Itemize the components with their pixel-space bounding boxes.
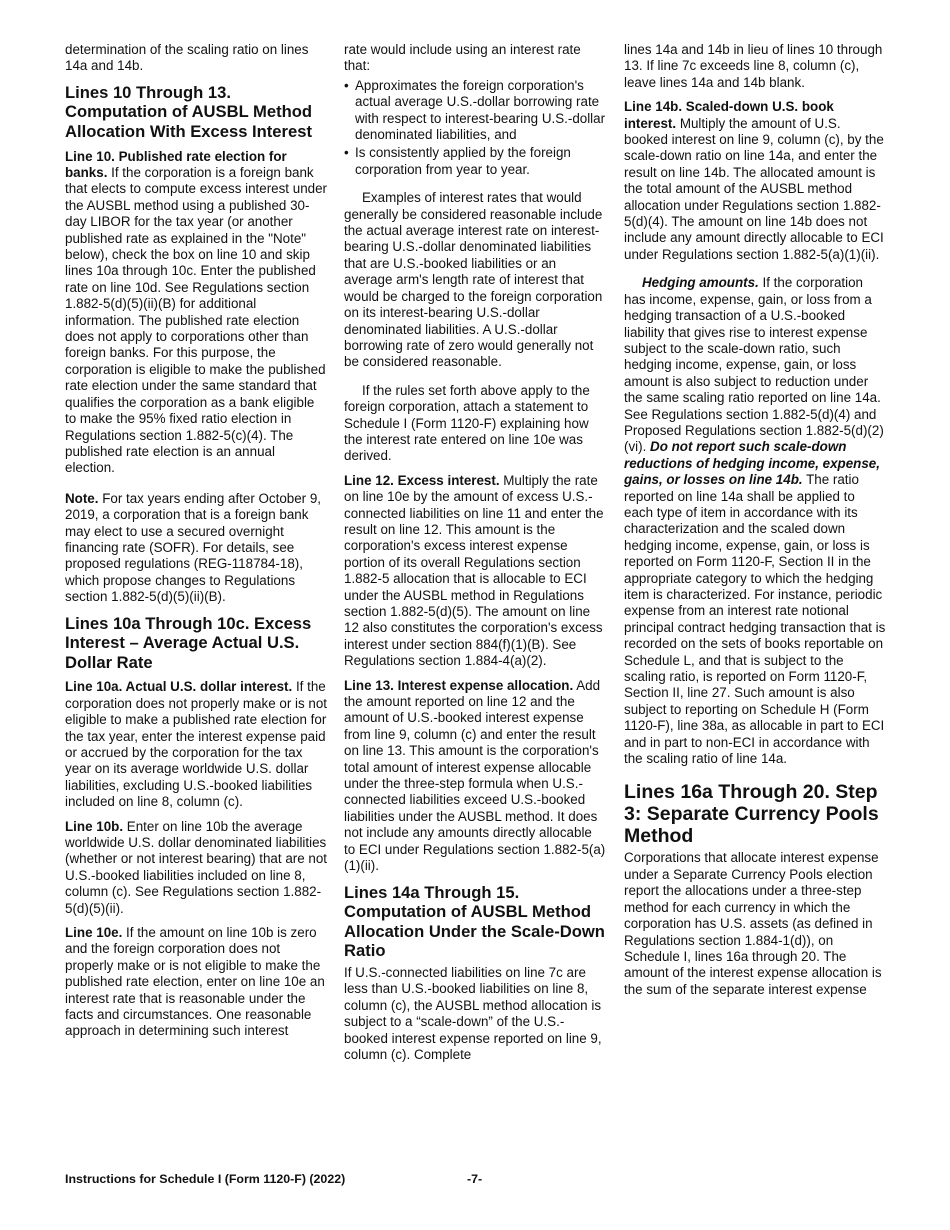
column-2 bbox=[344, 42, 606, 1071]
paragraph-line-10e bbox=[65, 925, 328, 1040]
paragraph-line-13 bbox=[344, 678, 606, 875]
column-3 bbox=[624, 42, 886, 1006]
paragraph-lines-16: Corporations that allocate interest expense under a Separate Currency Pools election report the allocations under a three-step method for each currency in which the corporation has U.S. assets (as defined in Regulations section 1.884-1(d)), on Schedule I, lines 16a through 20. The amount of the interest expense allocation is the sum of the separate interest expense bbox=[624, 850, 882, 997]
paragraph-rules: If the rules set forth above apply to the foreign corporation, attach a statement to Schedule I (Form 1120-F) explaining how the interest rate entered on line 10e was derived. bbox=[344, 382, 590, 464]
paragraph-continuation: determination of the scaling ratio on lines 14a and 14b. bbox=[65, 42, 309, 74]
paragraph-lines-14: If U.S.-connected liabilities on line 7c are less than U.S.-booked liabilities on line 8, column (c), the AUSBL method allocation is subject to a “scale-down” of the U.S.-booked interest expense reported on line 9, column (c). Complete bbox=[344, 964, 602, 1062]
bullet-list bbox=[344, 78, 606, 178]
paragraph-continuation: rate would include using an interest rate that: bbox=[344, 42, 581, 74]
paragraph-line-10b bbox=[65, 819, 328, 917]
paragraph-line-14b bbox=[624, 99, 886, 263]
hedging-text-1: If the corporation has income, expense, gain, or loss from a hedging transaction of a U.S.-booked liability that gives rise to interest expense subject to the scale-down ratio, such hedging income, expense, gain, or loss amount is also subject to reduction under the same scaling ratio reported on line 14a. See Regulations section 1.882-5(d)(4) and Proposed Regulations section 1.882-5(d)(2)(vi). bbox=[624, 275, 884, 455]
line-13-text: Add the amount reported on line 12 and the amount of U.S.-booked interest expense from line 9, column (c) and enter the result on line 13. This amount is the corporation's total amount of interest expense allocable under the three-step formula when U.S.-connected liabilities exceed U.S.-booked liabilities under the AUSBL method. It does not include any amounts directly allocable to ECI under Regulations section 1.882-5(a)(1)(ii). bbox=[344, 677, 606, 874]
heading-lines-10a-10c: Lines 10a Through 10c. Excess Interest – Average Actual U.S. Dollar Rate bbox=[65, 613, 312, 672]
bullet-icon: • bbox=[344, 145, 349, 161]
paragraph-line-12 bbox=[344, 473, 606, 670]
column-1 bbox=[65, 42, 328, 1048]
line-12-label: Line 12. Excess interest. bbox=[344, 472, 500, 488]
line-10-label: Line 10. Published rate election for banks. bbox=[65, 148, 287, 180]
paragraph-examples: Examples of interest rates that would generally be considered reasonable include the actual average interest rate on interest-bearing U.S.-dollar denominated liabilities that are U.S.-booked liabilities or an average arm's length rate of interest that would be charged to the foreign corporation on its interest-bearing U.S.-dollar denominated liabilities. A U.S.-dollar borrowing rate of zero would generally not be considered reasonable. bbox=[344, 190, 603, 370]
paragraph-continuation: lines 14a and 14b in lieu of lines 10 through 13. If line 7c exceeds line 8, column (c), leave lines 14a and 14b blank. bbox=[624, 42, 883, 90]
line-12-text: Multiply the rate on line 10e by the amount of excess U.S.-connected liabilities on line 11 and enter the result on line 12. This amount is the corporation's excess interest expense portion of its overall Regulations section 1.882-5 allocation that is allocable to ECI under the AUSBL method in Regulations section 1.882-5(d)(5). The amount on line 12 also constitutes the corporation's excess interest under section 884(f)(1)(B). See Regulations section 1.884-4(a)(2). bbox=[344, 472, 604, 669]
line-10e-text: If the amount on line 10b is zero and the foreign corporation does not properly make or is not eligible to make the published rate election, enter on line 10e an interest rate that is reasonable under the facts and circumstances. One reasonable approach in determining such interest bbox=[65, 925, 325, 1039]
note-label: Note. bbox=[65, 490, 99, 506]
paragraph-line-10a bbox=[65, 679, 328, 810]
line-13-label: Line 13. Interest expense allocation. bbox=[344, 677, 574, 693]
paragraph-line-10 bbox=[65, 149, 328, 477]
line-10a-text: If the corporation does not properly make or is not eligible to make a published rate election for the tax year, enter the interest expense paid or accrued by the corporation for the tax year on its average worldwide U.S. dollar liabilities, excluding U.S.-booked liabilities included on line 8, column (c). bbox=[65, 679, 328, 810]
list-item bbox=[344, 78, 606, 144]
line-10b-text: Enter on line 10b the average worldwide U.S. dollar denominated liabilities (whether or not interest bearing) that are not U.S.-booked liabilities included on line 8, column (c). See Regulations section 1.882-5(d)(5)(ii). bbox=[65, 818, 328, 916]
paragraph-hedging bbox=[624, 275, 886, 767]
heading-lines-14a-15: Lines 14a Through 15. Computation of AUSBL Method Allocation Under the Scale-Down Ratio bbox=[344, 882, 605, 961]
footer-form-title: Instructions for Schedule I (Form 1120-F) (2022) bbox=[65, 1172, 346, 1186]
bullet-icon: • bbox=[344, 77, 349, 93]
hedging-emphasis: Do not report such scale-down reductions of hedging income, expense, gains, or losses on line 14b. bbox=[624, 439, 880, 488]
line-14b-text: Multiply the amount of U.S. booked interest on line 9, column (c), by the scale-down ratio on line 14a, and enter the result on line 14b. The allocated amount is the total amount of the AUSBL method allocation under Regulations section 1.882-5(d)(4). The amount on line 14b does not include any amount directly allocable to ECI under Regulations section 1.882-5(a)(1)(ii). bbox=[624, 115, 884, 262]
list-item bbox=[344, 145, 606, 178]
page-footer bbox=[65, 1172, 886, 1190]
hedging-label: Hedging amounts. bbox=[642, 275, 759, 291]
list-item-text: Approximates the foreign corporation's actual average U.S.-dollar borrowing rate with respect to interest-bearing U.S.-dollar denominated liabilities, and bbox=[355, 77, 606, 143]
footer-page-number: -7- bbox=[467, 1172, 483, 1186]
line-10-text: If the corporation is a foreign bank that elects to compute excess interest under the AUSBL method using a published 30-day LIBOR for the tax year (or another published rate as explained in the "Note" below), check the box on line 10 and skip lines 10a through 10c. Enter the published rate on line 10d. See Regulations section 1.882-5(d)(5)(ii)(B) for additional information. The published rate election does not apply to corporations other than foreign banks. For this purpose, the corporation is eligible to make the published rate election under the same standard that qualifies the corporation as a bank eligible to make the 95% fixed ratio election in Regulations section 1.882-5(c)(4). The published rate election is an annual election. bbox=[65, 165, 328, 476]
line-14b-label: Line 14b. Scaled-down U.S. book interest. bbox=[624, 99, 834, 131]
heading-lines-10-13: Lines 10 Through 13. Computation of AUSBL Method Allocation With Excess Interest bbox=[65, 82, 313, 141]
line-10a-label: Line 10a. Actual U.S. dollar interest. bbox=[65, 679, 293, 695]
note-text: For tax years ending after October 9, 2019, a corporation that is a foreign bank may elect to use a secured overnight financing rate (SOFR). For details, see proposed regulations (REG-118784-18), which propose changes to Regulations section 1.882-5(d)(5)(ii)(B). bbox=[65, 490, 322, 605]
line-10b-label: Line 10b. bbox=[65, 818, 124, 834]
line-10e-label: Line 10e. bbox=[65, 925, 123, 941]
heading-lines-16a-20: Lines 16a Through 20. Step 3: Separate Currency Pools Method bbox=[624, 781, 879, 848]
paragraph-note bbox=[65, 491, 328, 606]
hedging-text-2: The ratio reported on line 14a shall be applied to each type of item in accordance with its characterization and the scaled down hedging income, expense, gain, or loss is reported on Form 1120-F, Section II in the appropriate category to which the hedging item is characterized. For instance, periodic expense from an interest rate notional principal contract hedging transaction that is recorded on the sets of books reportable on Schedule L, and that is subject to the scaling ratio, is reported on Form 1120-F, Section II, line 27. Such amount is also subject to reporting on Schedule H (Form 1120-F), line 38a, as allocable in part to ECI and in part to non-ECI in accordance with the scaling ratio of line 14a. bbox=[624, 472, 886, 767]
list-item-text: Is consistently applied by the foreign corporation from year to year. bbox=[355, 145, 571, 177]
